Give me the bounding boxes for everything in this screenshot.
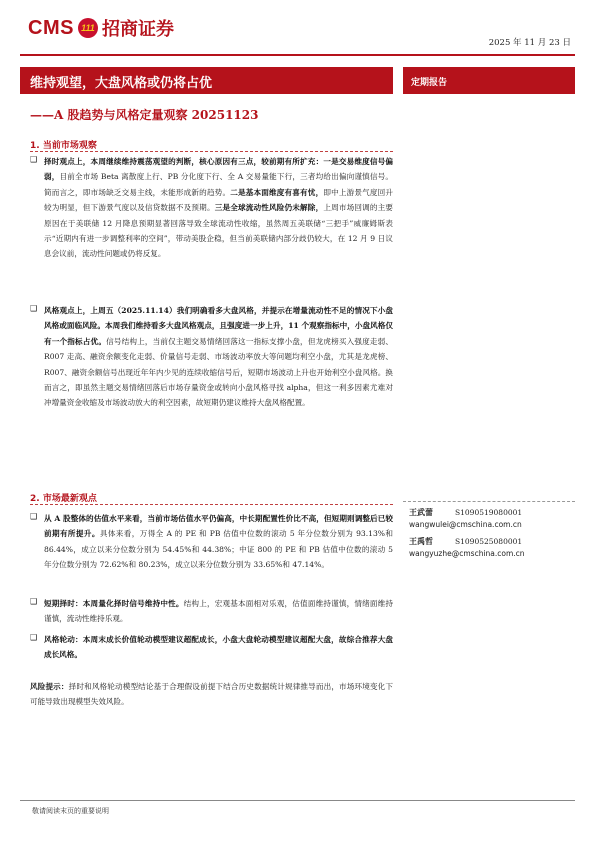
logo-text-cn: 招商证券 — [101, 19, 174, 40]
bullet-text: 择时观点上，本周继续维持震荡观望的判断，核心原因有三点，较前期有所扩充：一是交易维度信号偏弱，目前全市场 Beta 离散度上行、PB 分化度下行、全 A 交易量能下行，三者均给出偏向谨慎信号。简而言之，即市场缺乏交易主线，未能形成新的趋势。二是基本面维度有喜有忧，即中上游景气度回升较为明显，但下游景气度以及信贷数据不及预期。三是全球流动性风险仍未解除，上周市场回调的主要原因在于美联储 12 月降息预期显著回落导致全球流动性收缩，虽然周五美联储“三把手”威廉姆斯表示“近期内有进一步调整利率的空间”，带动美股企稳，但当前美联储内部分歧仍较大，在 12 月 9 日议息会议前，流动性问题或仍将反复。 — [44, 157, 394, 259]
page-header — [0, 0, 595, 58]
report-type: 定期报告 — [411, 78, 448, 88]
bullet-icon: ❑ — [30, 633, 38, 642]
list-item — [30, 596, 393, 627]
report-date: 2025 年 11 月 23 日 — [488, 38, 571, 48]
header-divider — [20, 54, 575, 56]
risk-text: 择时和风格轮动模型结论基于合理假设前提下结合历史数据统计规律推导而出，市场环境变化下可能导致出现模型失效风险。 — [30, 682, 394, 706]
list-item — [30, 154, 393, 262]
author-divider — [403, 501, 575, 502]
report-title: 维持观望，大盘风格或仍将占优 — [30, 76, 213, 91]
author-name: 王武蕾 — [409, 508, 433, 517]
report-subtitle: ——A 股趋势与风格定量观察 20251123 — [30, 108, 259, 122]
footer-note: 敬请阅读末页的重要说明 — [32, 807, 109, 815]
author-id: S1090519080001 — [455, 508, 523, 517]
author-name: 王禹哲 — [409, 537, 433, 546]
bullet-icon: ❑ — [30, 512, 38, 521]
list-item — [30, 632, 393, 663]
bullet-icon: ❑ — [30, 304, 38, 313]
logo-text-en: CMS — [28, 16, 74, 39]
list-item — [30, 511, 393, 573]
section-1-divider — [30, 151, 393, 152]
list-item — [30, 303, 393, 411]
company-logo — [28, 15, 174, 41]
title-bar — [20, 67, 393, 94]
section-2-divider — [30, 504, 393, 505]
risk-warning — [30, 680, 393, 709]
logo-mark-icon: 111 — [78, 18, 98, 38]
report-type-bar — [403, 67, 575, 94]
author-entry — [409, 507, 522, 518]
bullet-icon: ❑ — [30, 155, 38, 164]
author-email[interactable]: wangwulei@cmschina.com.cn — [409, 520, 522, 529]
bullet-icon: ❑ — [30, 597, 38, 606]
author-email[interactable]: wangyuzhe@cmschina.com.cn — [409, 549, 525, 558]
risk-label: 风险提示： — [30, 682, 69, 691]
author-id: S1090525080001 — [455, 537, 523, 546]
section-1-title: 1. 当前市场观察 — [30, 141, 97, 151]
footer-divider — [20, 800, 575, 801]
bullet-text: 风格轮动：本周末成长价值轮动模型建议超配成长，小盘大盘轮动模型建议超配大盘，故综合推荐大盘成长风格。 — [44, 635, 393, 660]
author-entry — [409, 536, 522, 547]
bullet-text: 从 A 股整体的估值水平来看，当前市场估值水平仍偏高，中长期配置性价比不高，但短期则调整后已较前期有所提升。具体来看，万得全 A 的 PE 和 PB 估值中位数的滚动 5 年分位数分别为 93.13%和 86.44%，成立以来分位数分别为 54.45%和 44.38%；中证 800 的 PE 和 PB 估值中位数的滚动 5 年分位数分别为 72.62%和 80.23%，成立以来分位数分别为 33.65%和 47.14%。 — [44, 514, 394, 570]
section-2-title: 2. 市场最新观点 — [30, 494, 97, 504]
bullet-text: 风格观点上，上周五（2025.11.14）我们明确看多大盘风格，并提示在增量流动性不足的情况下小盘风格或面临风险。本周我们维持看多大盘风格观点，且强度进一步上升，11 个观察指标中，小盘风格仅有一个指标占优。信号结构上，当前仅主题交易情绪回落这一指标支撑小盘，但龙虎榜买入强度走弱、R007 走高、融资余额变化走弱、价量信号走弱、市场波动率放大等问题均利空小盘，尤其是龙虎榜、R007、融资余额信号出现近年年内少见的连续收缩信号后，短期市场波动上升也开始利空小盘风格。换而言之，即虽然主题交易情绪回落后市场存量资金或转向小盘风格寻找 alpha，但这一利多因素尤难对冲增量资金收缩及市场波动放大的利空因素，故短期仍建议维持大盘风格配置。 — [44, 306, 393, 408]
bullet-text: 短期择时：本周量化择时信号维持中性。结构上，宏观基本面相对乐观，估值面维持谨慎，情绪面维持谨慎，流动性维持乐观。 — [44, 599, 394, 624]
